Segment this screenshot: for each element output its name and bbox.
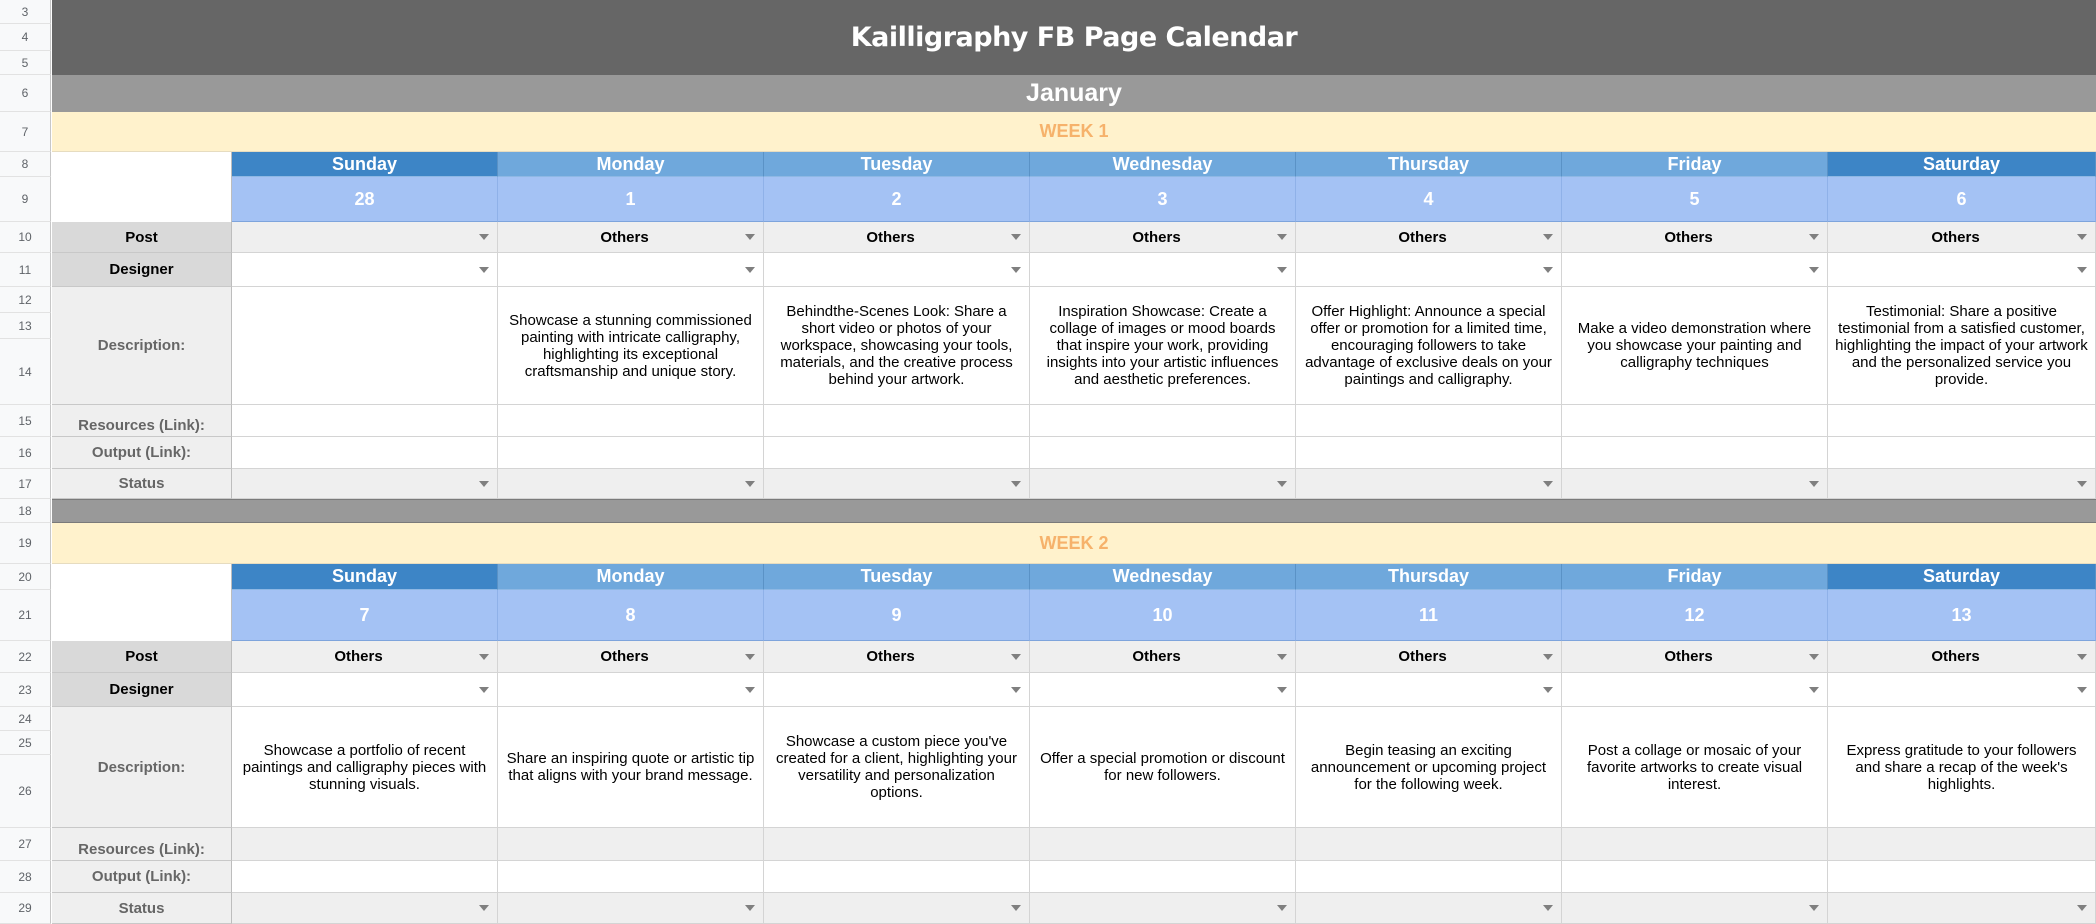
- row-number[interactable]: 19: [0, 523, 51, 564]
- output-link-cell[interactable]: [1562, 437, 1828, 469]
- gray-row: [0, 499, 2096, 523]
- row-number[interactable]: 5: [0, 51, 51, 75]
- output-link-cell[interactable]: [1030, 861, 1296, 893]
- row-number[interactable]: 22: [0, 641, 51, 673]
- status-dropdown[interactable]: [1030, 469, 1296, 499]
- post-dropdown[interactable]: [1296, 222, 1562, 253]
- post-type-value: Others: [1931, 648, 1980, 665]
- description-cell[interactable]: Testimonial: Share a positive testimonial from a satisfied customer, highlighting the impact of your artwork and the personalized service you provide.: [1828, 287, 2096, 405]
- output-link-cell[interactable]: [764, 861, 1030, 893]
- designer-dropdown[interactable]: [1296, 253, 1562, 287]
- post-type-value: Others: [1398, 648, 1447, 665]
- output-link-cell[interactable]: [1030, 437, 1296, 469]
- row-number[interactable]: 15: [0, 405, 51, 437]
- date-cell[interactable]: 2: [764, 177, 1030, 222]
- dropdown-arrow-icon[interactable]: [2077, 654, 2087, 660]
- dropdown-arrow-icon[interactable]: [1543, 654, 1553, 660]
- post-dropdown[interactable]: [498, 641, 764, 673]
- resources-link-cell[interactable]: [232, 405, 498, 437]
- dropdown-arrow-icon[interactable]: [479, 687, 489, 693]
- date-cell[interactable]: 1: [498, 177, 764, 222]
- day-name-header[interactable]: Thursday: [1296, 564, 1562, 590]
- output-link-cell[interactable]: [1296, 861, 1562, 893]
- dropdown-arrow-icon[interactable]: [745, 687, 755, 693]
- designer-label[interactable]: Designer: [52, 253, 232, 287]
- row-number[interactable]: 16: [0, 437, 51, 469]
- resources-link-cell[interactable]: [1562, 405, 1828, 437]
- date-cell[interactable]: 3: [1030, 177, 1296, 222]
- dropdown-arrow-icon[interactable]: [479, 905, 489, 911]
- description-cell[interactable]: Express gratitude to your followers and share a recap of the week's highlights.: [1828, 707, 2096, 828]
- date-cell[interactable]: 5: [1562, 177, 1828, 222]
- description-cell[interactable]: Showcase a stunning commissioned painting with intricate calligraphy, highlighting its exceptional craftsmanship and unique story.: [498, 287, 764, 405]
- row-number[interactable]: 27: [0, 828, 51, 861]
- designer-dropdown[interactable]: [1562, 253, 1828, 287]
- dropdown-arrow-icon[interactable]: [1277, 267, 1287, 273]
- designer-dropdown[interactable]: [1030, 673, 1296, 707]
- resources-link-cell[interactable]: [232, 828, 498, 861]
- resources-link-cell[interactable]: [498, 828, 764, 861]
- output-row: [0, 437, 2096, 469]
- status-dropdown[interactable]: [1296, 469, 1562, 499]
- resources-link-cell[interactable]: [764, 828, 1030, 861]
- dropdown-arrow-icon[interactable]: [1809, 481, 1819, 487]
- row-number[interactable]: 4: [0, 24, 51, 51]
- output-link-cell[interactable]: [1296, 437, 1562, 469]
- month-row: [0, 75, 2096, 112]
- resources-label[interactable]: Resources (Link):: [52, 405, 232, 437]
- status-dropdown[interactable]: [1562, 469, 1828, 499]
- date-cell[interactable]: 13: [1828, 590, 2096, 641]
- description-cell[interactable]: Begin teasing an exciting announcement or upcoming project for the following week.: [1296, 707, 1562, 828]
- post-label[interactable]: Post: [52, 641, 232, 673]
- output-label[interactable]: Output (Link):: [52, 861, 232, 893]
- status-dropdown[interactable]: [498, 469, 764, 499]
- resources-link-cell[interactable]: [1296, 828, 1562, 861]
- designer-dropdown[interactable]: [232, 253, 498, 287]
- week-separator[interactable]: [52, 499, 2096, 523]
- status-dropdown[interactable]: [498, 893, 764, 924]
- day-name-header[interactable]: Saturday: [1828, 564, 2096, 590]
- day-name-header[interactable]: Sunday: [232, 152, 498, 177]
- output-label[interactable]: Output (Link):: [52, 437, 232, 469]
- dropdown-arrow-icon[interactable]: [1809, 687, 1819, 693]
- date-cell[interactable]: 7: [232, 590, 498, 641]
- designer-dropdown[interactable]: [232, 673, 498, 707]
- resources-link-cell[interactable]: [1030, 828, 1296, 861]
- empty-label-cell[interactable]: [52, 564, 232, 590]
- daynum-row: [0, 177, 2096, 222]
- dropdown-arrow-icon[interactable]: [1277, 687, 1287, 693]
- dropdown-arrow-icon[interactable]: [1011, 687, 1021, 693]
- post-type-value: Others: [1398, 228, 1447, 246]
- row-number[interactable]: 3: [0, 0, 51, 24]
- post-dropdown[interactable]: [1828, 641, 2096, 673]
- description-cell[interactable]: Showcase a portfolio of recent paintings and calligraphy pieces with stunning visuals.: [232, 707, 498, 828]
- status-dropdown[interactable]: [1828, 469, 2096, 499]
- date-cell[interactable]: 12: [1562, 590, 1828, 641]
- day-name-header[interactable]: Sunday: [232, 564, 498, 590]
- designer-dropdown[interactable]: [1030, 253, 1296, 287]
- empty-label-cell[interactable]: [52, 152, 232, 177]
- day-name-header[interactable]: Wednesday: [1030, 152, 1296, 177]
- row-number[interactable]: 20: [0, 564, 51, 590]
- status-dropdown[interactable]: [1030, 893, 1296, 924]
- output-row: [0, 861, 2096, 893]
- post-label[interactable]: Post: [52, 222, 232, 253]
- status-row: [0, 469, 2096, 499]
- designer-dropdown[interactable]: [498, 253, 764, 287]
- date-cell[interactable]: 8: [498, 590, 764, 641]
- post-row: [0, 222, 2096, 253]
- dropdown-arrow-icon[interactable]: [2077, 267, 2087, 273]
- row-number[interactable]: 8: [0, 152, 51, 177]
- status-dropdown[interactable]: [232, 893, 498, 924]
- day-name-header[interactable]: Tuesday: [764, 564, 1030, 590]
- post-dropdown[interactable]: [1562, 641, 1828, 673]
- description-cell[interactable]: Post a collage or mosaic of your favorite artworks to create visual interest.: [1562, 707, 1828, 828]
- dropdown-arrow-icon[interactable]: [1011, 481, 1021, 487]
- post-type-value: Others: [600, 648, 649, 665]
- dropdown-arrow-icon[interactable]: [1543, 905, 1553, 911]
- designer-dropdown[interactable]: [498, 673, 764, 707]
- description-cell[interactable]: Inspiration Showcase: Create a collage of images or mood boards that inspire your work, providing insights into your artistic influences and aesthetic preferences.: [1030, 287, 1296, 405]
- dropdown-arrow-icon[interactable]: [745, 267, 755, 273]
- dropdown-arrow-icon[interactable]: [1809, 654, 1819, 660]
- designer-dropdown[interactable]: [764, 253, 1030, 287]
- dropdown-arrow-icon[interactable]: [1543, 234, 1553, 240]
- row-number[interactable]: 7: [0, 112, 51, 152]
- dropdown-arrow-icon[interactable]: [479, 481, 489, 487]
- status-dropdown[interactable]: [764, 893, 1030, 924]
- description-cell[interactable]: Make a video demonstration where you showcase your painting and calligraphy techniques: [1562, 287, 1828, 405]
- resources-link-cell[interactable]: [1828, 405, 2096, 437]
- dropdown-arrow-icon[interactable]: [1809, 905, 1819, 911]
- post-dropdown[interactable]: [232, 641, 498, 673]
- output-link-cell[interactable]: [1828, 861, 2096, 893]
- week-header[interactable]: WEEK 2: [52, 523, 2096, 564]
- output-link-cell[interactable]: [232, 861, 498, 893]
- row-number[interactable]: 24: [0, 707, 51, 731]
- post-dropdown[interactable]: [1562, 222, 1828, 253]
- date-cell[interactable]: 4: [1296, 177, 1562, 222]
- designer-dropdown[interactable]: [1828, 673, 2096, 707]
- empty-label-cell[interactable]: [52, 177, 232, 222]
- row-number[interactable]: 21: [0, 590, 51, 641]
- row-number[interactable]: 9: [0, 177, 51, 222]
- output-link-cell[interactable]: [498, 437, 764, 469]
- dropdown-arrow-icon[interactable]: [1011, 267, 1021, 273]
- row-number[interactable]: 25: [0, 731, 51, 755]
- status-label[interactable]: Status: [52, 893, 232, 924]
- post-dropdown[interactable]: [1030, 222, 1296, 253]
- day-name-header[interactable]: Tuesday: [764, 152, 1030, 177]
- dropdown-arrow-icon[interactable]: [1011, 234, 1021, 240]
- dropdown-arrow-icon[interactable]: [1277, 905, 1287, 911]
- description-label[interactable]: Description:: [52, 287, 232, 405]
- post-type-value: Others: [866, 228, 915, 246]
- day-name-header[interactable]: Friday: [1562, 152, 1828, 177]
- dropdown-arrow-icon[interactable]: [2077, 687, 2087, 693]
- description-cell[interactable]: [232, 287, 498, 405]
- designer-dropdown[interactable]: [764, 673, 1030, 707]
- dropdown-arrow-icon[interactable]: [2077, 234, 2087, 240]
- dropdown-arrow-icon[interactable]: [1277, 234, 1287, 240]
- dropdown-arrow-icon[interactable]: [1543, 687, 1553, 693]
- status-dropdown[interactable]: [232, 469, 498, 499]
- output-link-cell[interactable]: [1562, 861, 1828, 893]
- row-number[interactable]: 6: [0, 75, 51, 112]
- row-number[interactable]: 10: [0, 222, 51, 253]
- description-cell[interactable]: Behindthe-Scenes Look: Share a short video or photos of your workspace, showcasing your tools, materials, and the creative process behind your artwork.: [764, 287, 1030, 405]
- empty-label-cell[interactable]: [52, 590, 232, 641]
- description-cell[interactable]: Offer Highlight: Announce a special offer or promotion for a limited time, encouraging followers to take advantage of exclusive deals on your paintings and calligraphy.: [1296, 287, 1562, 405]
- dropdown-arrow-icon[interactable]: [479, 654, 489, 660]
- post-type-value: Others: [1664, 648, 1713, 665]
- title-row: [0, 0, 2096, 75]
- row-number[interactable]: 17: [0, 469, 51, 499]
- output-link-cell[interactable]: [498, 861, 764, 893]
- row-number[interactable]: 14: [0, 339, 51, 405]
- status-dropdown[interactable]: [1828, 893, 2096, 924]
- day-name-header[interactable]: Monday: [498, 152, 764, 177]
- dropdown-arrow-icon[interactable]: [2077, 905, 2087, 911]
- designer-row: [0, 253, 2096, 287]
- day-name-header[interactable]: Saturday: [1828, 152, 2096, 177]
- day-name-header[interactable]: Friday: [1562, 564, 1828, 590]
- post-dropdown[interactable]: [764, 222, 1030, 253]
- dropdown-arrow-icon[interactable]: [1011, 654, 1021, 660]
- post-dropdown[interactable]: [498, 222, 764, 253]
- post-row: [0, 641, 2096, 673]
- row-number[interactable]: 13: [0, 313, 51, 339]
- resources-link-cell[interactable]: [764, 405, 1030, 437]
- post-dropdown[interactable]: [1030, 641, 1296, 673]
- dropdown-arrow-icon[interactable]: [1011, 905, 1021, 911]
- status-label[interactable]: Status: [52, 469, 232, 499]
- designer-label[interactable]: Designer: [52, 673, 232, 707]
- dropdown-arrow-icon[interactable]: [745, 654, 755, 660]
- dropdown-arrow-icon[interactable]: [1543, 267, 1553, 273]
- status-dropdown[interactable]: [1296, 893, 1562, 924]
- post-type-value: Others: [1132, 648, 1181, 665]
- dropdown-arrow-icon[interactable]: [479, 267, 489, 273]
- post-type-value: Others: [1931, 228, 1980, 246]
- date-cell[interactable]: 28: [232, 177, 498, 222]
- row-number[interactable]: 26: [0, 755, 51, 828]
- designer-dropdown[interactable]: [1562, 673, 1828, 707]
- row-number[interactable]: 28: [0, 861, 51, 893]
- week-header[interactable]: WEEK 1: [52, 112, 2096, 152]
- output-link-cell[interactable]: [232, 437, 498, 469]
- resources-link-cell[interactable]: [1828, 828, 2096, 861]
- date-cell[interactable]: 6: [1828, 177, 2096, 222]
- post-dropdown[interactable]: [764, 641, 1030, 673]
- row-number[interactable]: 18: [0, 499, 51, 523]
- description-cell[interactable]: Showcase a custom piece you've created for a client, highlighting your versatility and personalization options.: [764, 707, 1030, 828]
- week-row: [0, 523, 2096, 564]
- post-type-value: Others: [1132, 228, 1181, 246]
- description-cell[interactable]: Share an inspiring quote or artistic tip that aligns with your brand message.: [498, 707, 764, 828]
- designer-dropdown[interactable]: [1296, 673, 1562, 707]
- row-number[interactable]: 11: [0, 253, 51, 287]
- post-type-value: Others: [334, 648, 383, 665]
- dropdown-arrow-icon[interactable]: [745, 481, 755, 487]
- description-cell[interactable]: Offer a special promotion or discount for new followers.: [1030, 707, 1296, 828]
- month-header[interactable]: January: [52, 75, 2096, 112]
- date-cell[interactable]: 10: [1030, 590, 1296, 641]
- day-name-header[interactable]: Monday: [498, 564, 764, 590]
- resources-row: [0, 405, 2096, 437]
- dropdown-arrow-icon[interactable]: [2077, 481, 2087, 487]
- designer-row: [0, 673, 2096, 707]
- date-cell[interactable]: 9: [764, 590, 1030, 641]
- day-name-header[interactable]: Wednesday: [1030, 564, 1296, 590]
- designer-dropdown[interactable]: [1828, 253, 2096, 287]
- dropdown-arrow-icon[interactable]: [1809, 234, 1819, 240]
- dayname-row: [0, 564, 2096, 590]
- post-type-value: Others: [600, 228, 649, 246]
- day-name-header[interactable]: Thursday: [1296, 152, 1562, 177]
- post-dropdown[interactable]: [1296, 641, 1562, 673]
- dropdown-arrow-icon[interactable]: [1277, 481, 1287, 487]
- resources-link-cell[interactable]: [1562, 828, 1828, 861]
- dropdown-arrow-icon[interactable]: [1543, 481, 1553, 487]
- status-dropdown[interactable]: [1562, 893, 1828, 924]
- dayname-row: [0, 152, 2096, 177]
- status-dropdown[interactable]: [764, 469, 1030, 499]
- post-dropdown[interactable]: [1828, 222, 2096, 253]
- output-link-cell[interactable]: [764, 437, 1030, 469]
- row-number[interactable]: 29: [0, 893, 51, 924]
- resources-label[interactable]: Resources (Link):: [52, 828, 232, 861]
- dropdown-arrow-icon[interactable]: [745, 234, 755, 240]
- resources-link-cell[interactable]: [1030, 405, 1296, 437]
- desc-row: [0, 707, 2096, 828]
- row-number[interactable]: 23: [0, 673, 51, 707]
- daynum-row: [0, 590, 2096, 641]
- post-type-value: Others: [1664, 228, 1713, 246]
- calendar-title[interactable]: Kailligraphy FB Page Calendar: [52, 0, 2096, 75]
- dropdown-arrow-icon[interactable]: [745, 905, 755, 911]
- output-link-cell[interactable]: [1828, 437, 2096, 469]
- description-label[interactable]: Description:: [52, 707, 232, 828]
- week-row: [0, 112, 2096, 152]
- desc-row: [0, 287, 2096, 405]
- resources-link-cell[interactable]: [1296, 405, 1562, 437]
- date-cell[interactable]: 11: [1296, 590, 1562, 641]
- resources-link-cell[interactable]: [498, 405, 764, 437]
- status-row: [0, 893, 2096, 924]
- dropdown-arrow-icon[interactable]: [479, 234, 489, 240]
- post-type-value: Others: [866, 648, 915, 665]
- resources-row: [0, 828, 2096, 861]
- row-number[interactable]: 12: [0, 287, 51, 313]
- dropdown-arrow-icon[interactable]: [1809, 267, 1819, 273]
- post-dropdown[interactable]: [232, 222, 498, 253]
- dropdown-arrow-icon[interactable]: [1277, 654, 1287, 660]
